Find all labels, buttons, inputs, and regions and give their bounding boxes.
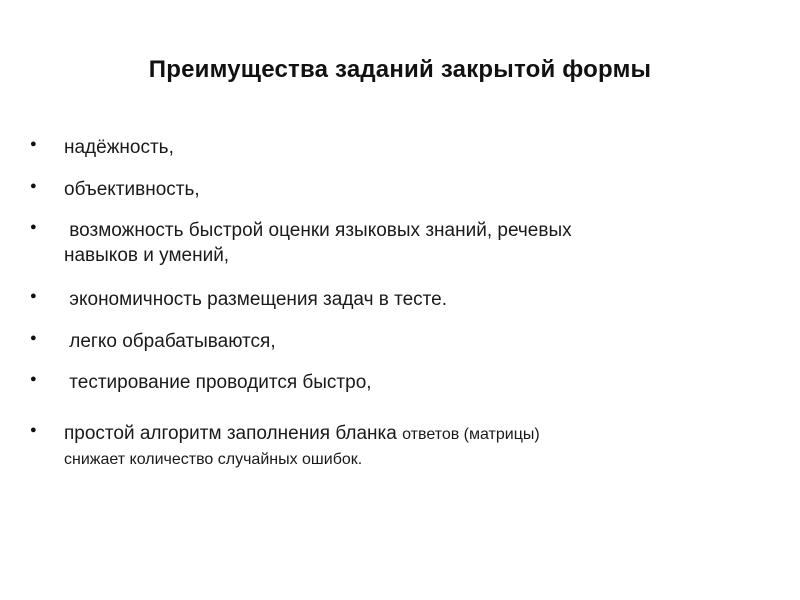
bullet-text-line1: простой алгоритм заполнения бланка — [64, 423, 403, 444]
bullet-text: экономичность размещения задач в тесте. — [64, 289, 448, 310]
bullet-icon: ● — [30, 424, 37, 436]
bullet-text — [64, 218, 724, 268]
bullet-text-line2: снижает количество случайных ошибок. — [64, 451, 363, 468]
bullet-icon: ● — [30, 180, 37, 192]
bullet-icon: ● — [30, 332, 37, 344]
bullet-icon: ● — [30, 373, 37, 385]
bullet-text: легко обрабатываются, — [64, 331, 276, 352]
bullet-text-line1-small: ответов (матрицы) — [402, 426, 540, 443]
bullet-text — [64, 421, 724, 472]
bullet-icon: ● — [30, 221, 37, 233]
bullet-text: надёжность, — [64, 137, 174, 158]
slide-title: Преимущества заданий закрытой формы — [148, 56, 652, 83]
bullet-text: тестирование проводится быстро, — [64, 372, 372, 393]
bullet-text-line1: возможность быстрой оценки языковых знаний, речевых — [64, 220, 572, 241]
bullet-icon: ● — [30, 290, 37, 302]
bullet-text-line2: навыков и умений, — [64, 245, 230, 266]
bullet-icon: ● — [30, 138, 37, 150]
bullet-text: объективность, — [64, 179, 200, 200]
